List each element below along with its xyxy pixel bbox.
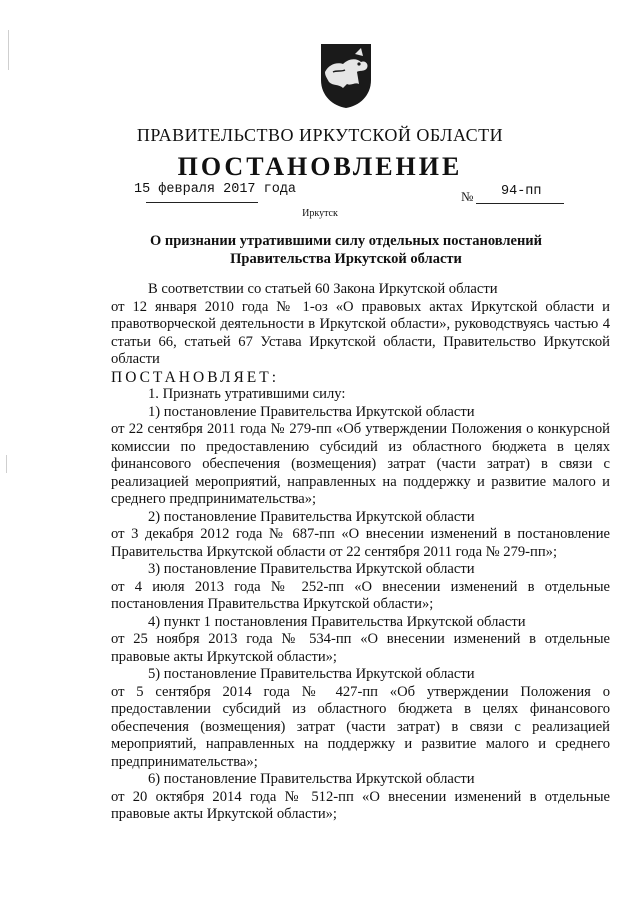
coat-of-arms-icon bbox=[319, 42, 373, 110]
item-3-rest: от 4 июля 2013 года № 252-пп «О внесении изменений в отдельные постановления Правительства Иркутской области»; bbox=[111, 578, 610, 612]
item-4-first-line: 4) пункт 1 постановления Правительства Иркутской области bbox=[148, 613, 526, 630]
scan-mark bbox=[8, 30, 9, 70]
item-2-first-line: 2) постановление Правительства Иркутской области bbox=[148, 508, 475, 525]
city: Иркутск bbox=[302, 208, 338, 219]
preamble-rest: от 12 января 2010 года № 1-оз «О правовых актах Иркутской области и правотворческой деятельности в Иркутской области», руководствуясь частью 4 статьи 66, статьей 67 Устава Иркутской области, Правительство Иркутской области bbox=[111, 298, 610, 367]
item-3-first-line: 3) постановление Правительства Иркутской области bbox=[148, 561, 475, 577]
item-5-first-line: 5) постановление Правительства Иркутской области bbox=[148, 666, 475, 682]
heading-line-2: Правительства Иркутской области bbox=[230, 251, 462, 267]
item-4-rest: от 25 ноября 2013 года № 534-пп «О внесении изменений в отдельные правовые акты Иркутской области»; bbox=[111, 631, 610, 665]
number-underline bbox=[476, 203, 564, 204]
decree-title: ПОСТАНОВЛЕНИЕ bbox=[177, 152, 463, 181]
item-6-first-line: 6) постановление Правительства Иркутской области bbox=[148, 771, 475, 787]
item-2-rest: от 3 декабря 2012 года № 687-пп «О внесении изменений в постановление Правительства Иркутской области от 22 сентября 2011 года № 279-пп»; bbox=[111, 526, 610, 560]
government-name: ПРАВИТЕЛЬСТВО ИРКУТСКОЙ ОБЛАСТИ bbox=[136, 125, 504, 145]
number-sign: № bbox=[461, 189, 474, 204]
document-body bbox=[111, 281, 610, 824]
decree-number: 94-пп bbox=[501, 184, 542, 199]
item-1-first-line: 1) постановление Правительства Иркутской области bbox=[148, 403, 475, 420]
item-1-rest: от 22 сентября 2011 года № 279-пп «Об утверждении Положения о конкурсной комиссии по предоставлению субсидий из областного бюджета в целях финансового обеспечения (возмещения) затрат (части затрат) в связи с реализацией мероприятий, направленных на поддержку и развитие малого и среднего предпринимательства»; bbox=[111, 421, 610, 507]
scan-mark bbox=[6, 455, 7, 473]
item-5-rest: от 5 сентября 2014 года № 427-пп «Об утверждении Положения о предоставлении субсидий из областного бюджета в целях финансового обеспечения (возмещения) затрат (части затрат) в связи с реализацией мероприятий, направленных на поддержку и развитие малого и среднего предпринимательства»; bbox=[111, 683, 610, 770]
document-heading bbox=[130, 232, 562, 268]
preamble-first-line: В соответствии со статьей 60 Закона Иркутской области bbox=[148, 281, 498, 297]
heading-line-1: О признании утратившими силу отдельных постановлений bbox=[149, 233, 543, 249]
date-underline bbox=[146, 202, 258, 203]
item-6-rest: от 20 октября 2014 года № 512-пп «О внесении изменений в отдельные правовые акты Иркутской области»; bbox=[111, 788, 610, 822]
resolves-word: ПОСТАНОВЛЯЕТ: bbox=[111, 368, 280, 386]
point-1: 1. Признать утратившими силу: bbox=[148, 386, 346, 402]
decree-date: 15 февраля 2017 года bbox=[134, 182, 297, 197]
